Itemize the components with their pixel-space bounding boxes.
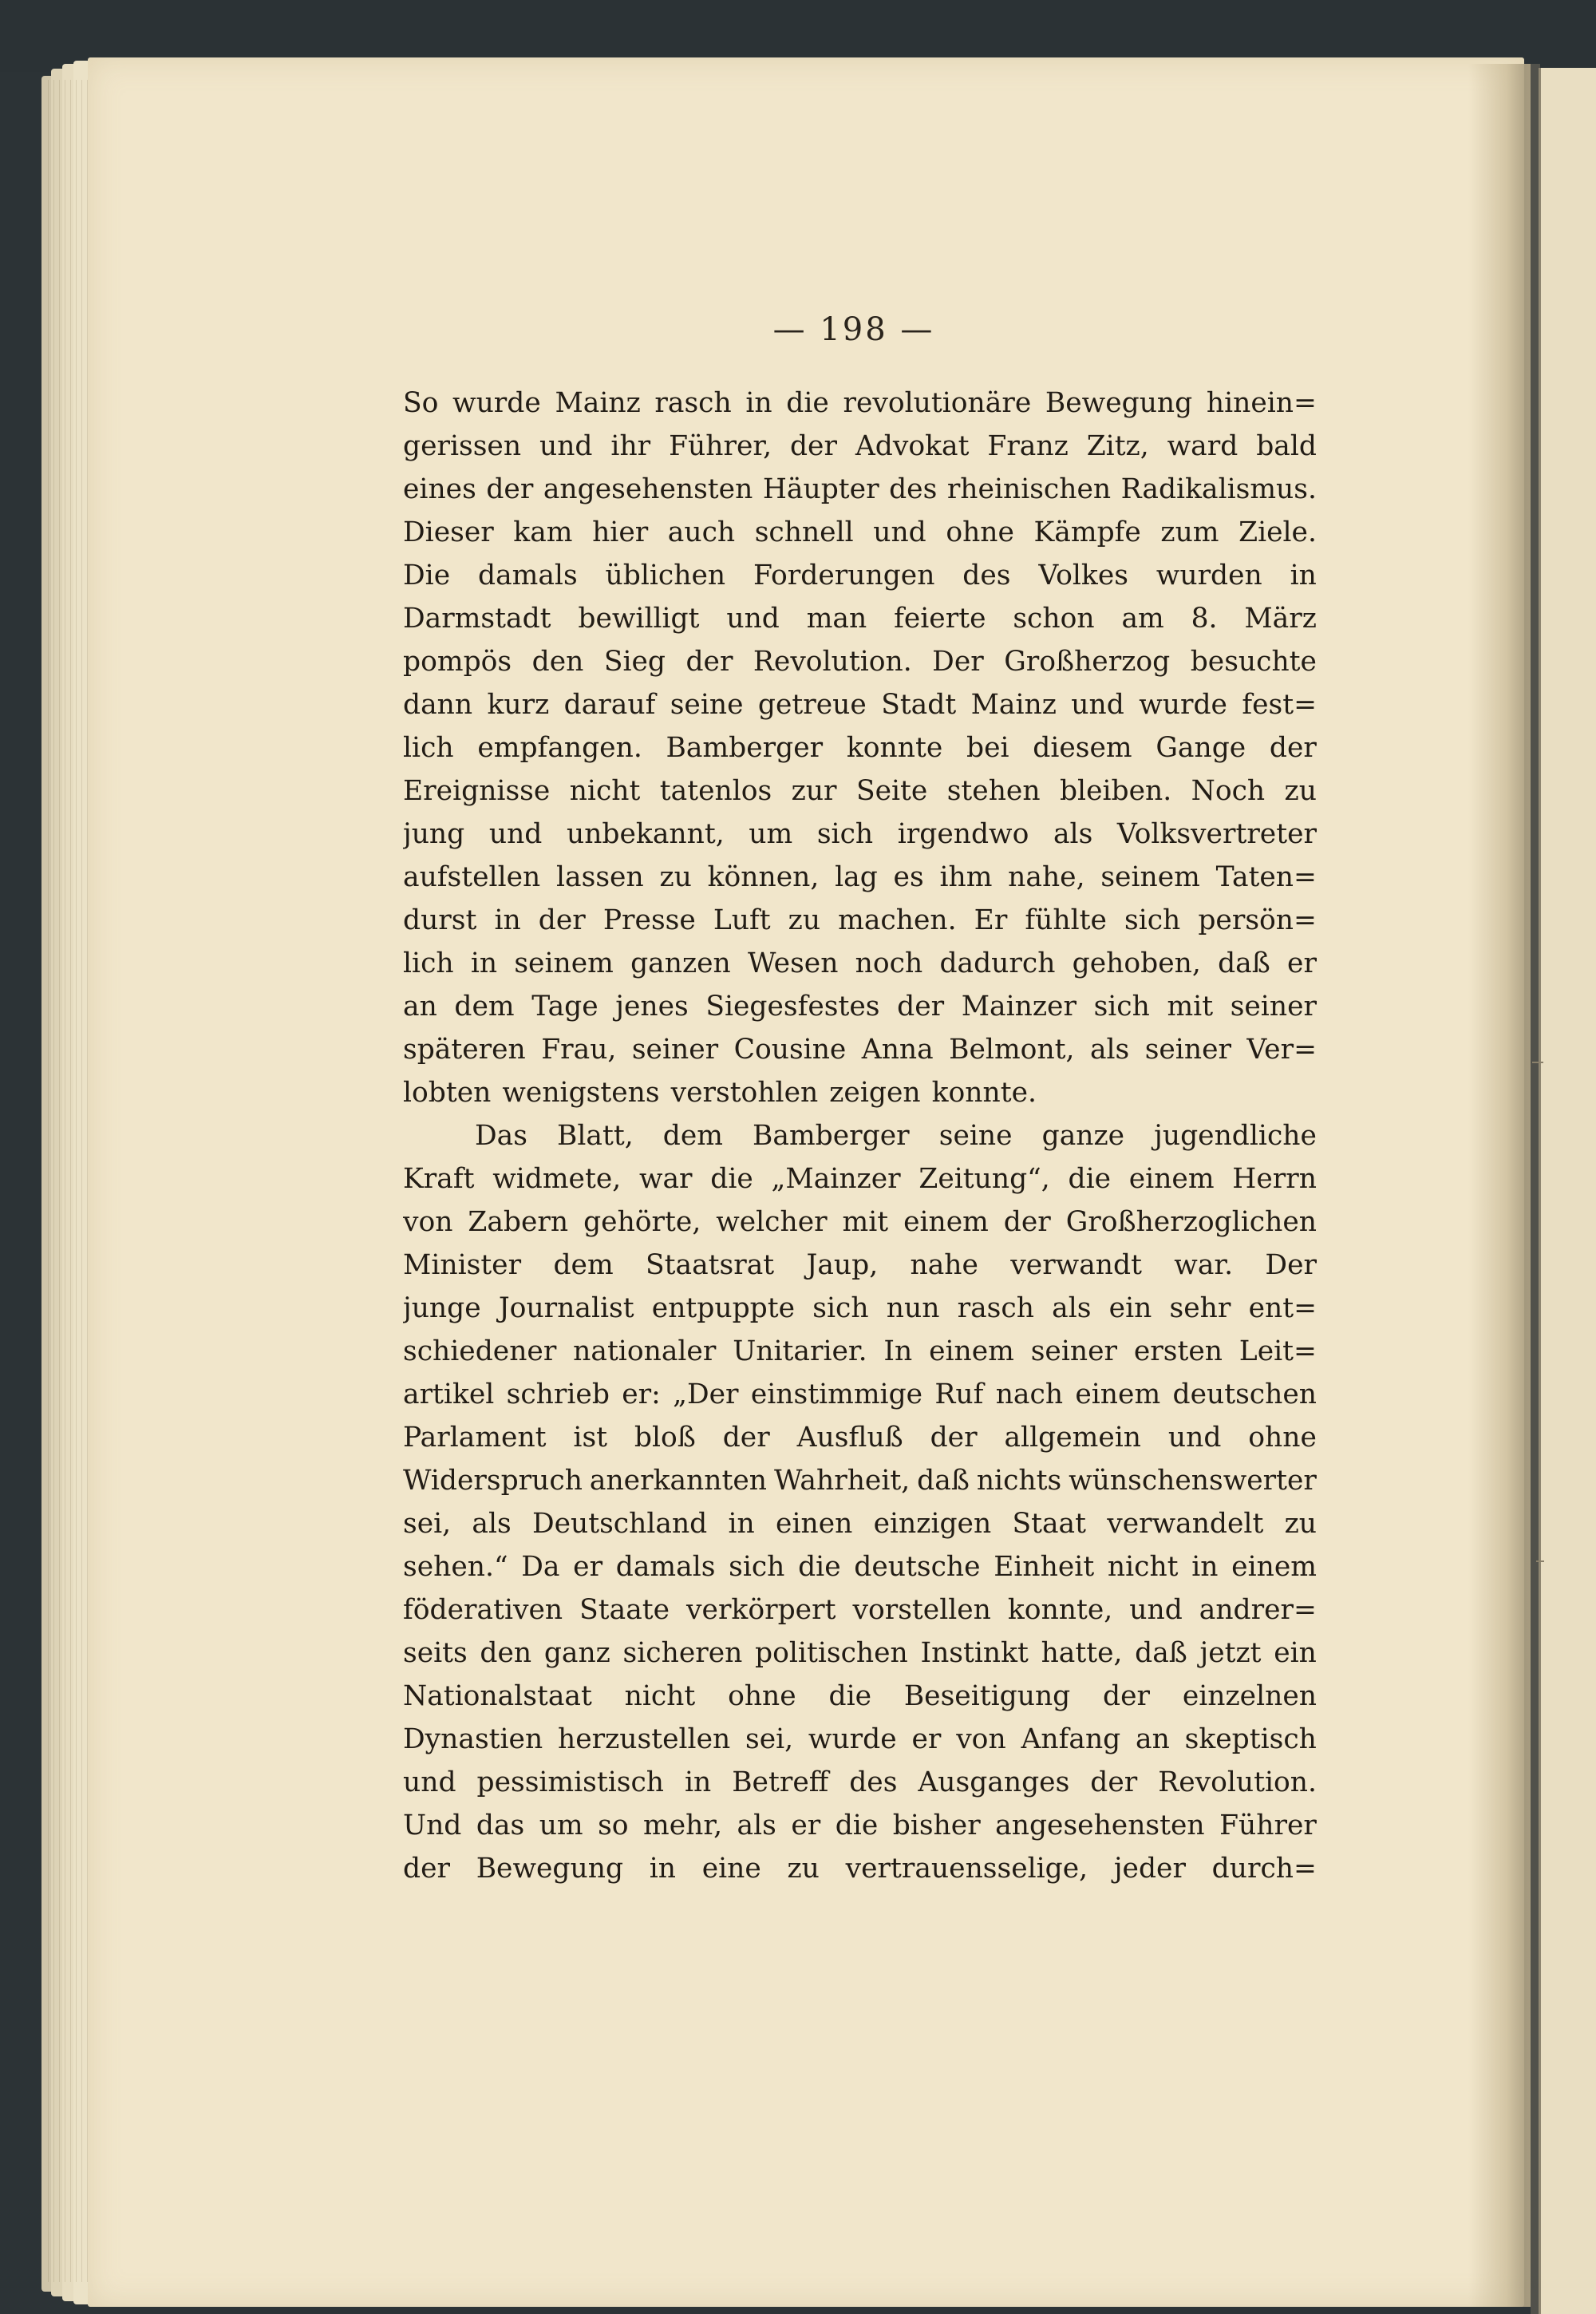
text-line: artikel schrieb er: „Der einstimmige Ruf nach einem deutschen: [403, 1379, 1317, 1410]
text-line: und pessimistisch in Betreff des Ausganges der Revolution.: [403, 1766, 1317, 1798]
text-line: Die damals üblichen Forderungen des Volkes wurden in: [403, 560, 1317, 591]
text-line: dann kurz darauf seine getreue Stadt Mainz und wurde fest=: [403, 689, 1317, 721]
text-line: Nationalstaat nicht ohne die Beseitigung der einzelnen: [403, 1680, 1317, 1712]
text-line: föderativen Staate verkörpert vorstellen konnte, und andrer=: [403, 1594, 1317, 1626]
text-line: der Bewegung in eine zu vertrauensselige, jeder durch=: [403, 1853, 1317, 1885]
text-line: aufstellen lassen zu können, lag es ihm nahe, seinem Taten=: [403, 861, 1317, 893]
text-line: pompös den Sieg der Revolution. Der Großherzog besuchte: [403, 646, 1317, 678]
facing-page-edge: [1539, 68, 1596, 2314]
text-line: Parlament ist bloß der Ausfluß der allgemein und ohne: [403, 1422, 1317, 1454]
text-line: lich in seinem ganzen Wesen noch dadurch gehoben, daß er: [403, 947, 1317, 979]
text-line: eines der angesehensten Häupter des rheinischen Radikalismus.: [403, 473, 1317, 505]
text-line: junge Journalist entpuppte sich nun rasch als ein sehr ent=: [403, 1292, 1317, 1324]
text-line: Widerspruch anerkannten Wahrheit, daß nichts wünschenswerter: [403, 1465, 1317, 1497]
text-line: Dieser kam hier auch schnell und ohne Kämpfe zum Ziele.: [403, 516, 1317, 548]
text-line: Minister dem Staatsrat Jaup, nahe verwandt war. Der: [403, 1249, 1317, 1281]
text-line: Und das um so mehr, als er die bisher angesehensten Führer: [403, 1810, 1317, 1841]
text-line: gerissen und ihr Führer, der Advokat Franz Zitz, ward bald: [403, 430, 1317, 462]
paper-speck: [1536, 1560, 1544, 1562]
text-line: Ereignisse nicht tatenlos zur Seite stehen bleiben. Noch zu: [403, 775, 1317, 807]
body-text: [403, 382, 1317, 1890]
text-line: Das Blatt, dem Bamberger seine ganze jugendliche: [475, 1120, 1317, 1152]
text-line: sehen.“ Da er damals sich die deutsche Einheit nicht in einem: [403, 1551, 1317, 1583]
text-line: durst in der Presse Luft zu machen. Er fühlte sich persön=: [403, 904, 1317, 936]
text-line: lich empfangen. Bamberger konnte bei diesem Gange der: [403, 732, 1317, 764]
text-line: späteren Frau, seiner Cousine Anna Belmont, als seiner Ver=: [403, 1034, 1317, 1066]
text-line: schiedener nationaler Unitarier. In einem seiner ersten Leit=: [403, 1335, 1317, 1367]
text-line: Kraft widmete, war die „Mainzer Zeitung“, die einem Herrn: [403, 1163, 1317, 1195]
text-line: Darmstadt bewilligt und man feierte schon am 8. März: [403, 603, 1317, 635]
text-line: So wurde Mainz rasch in die revolutionäre Bewegung hinein=: [403, 387, 1317, 419]
text-line: Dynastien herzustellen sei, wurde er von Anfang an skeptisch: [403, 1723, 1317, 1755]
page-number: — 198 —: [772, 311, 935, 348]
text-line: an dem Tage jenes Siegesfestes der Mainzer sich mit seiner: [403, 991, 1317, 1023]
text-line: jung und unbekannt, um sich irgendwo als Volksvertreter: [403, 818, 1317, 850]
paper-speck: [1532, 1062, 1543, 1063]
text-line: von Zabern gehörte, welcher mit einem der Großherzoglichen: [403, 1206, 1317, 1238]
text-line: lobten wenigstens verstohlen zeigen konnte.: [403, 1077, 1037, 1109]
text-line: sei, als Deutschland in einen einzigen Staat verwandelt zu: [403, 1508, 1317, 1540]
text-line: seits den ganz sicheren politischen Instinkt hatte, daß jetzt ein: [403, 1637, 1317, 1669]
book-gutter: [1468, 64, 1532, 2307]
